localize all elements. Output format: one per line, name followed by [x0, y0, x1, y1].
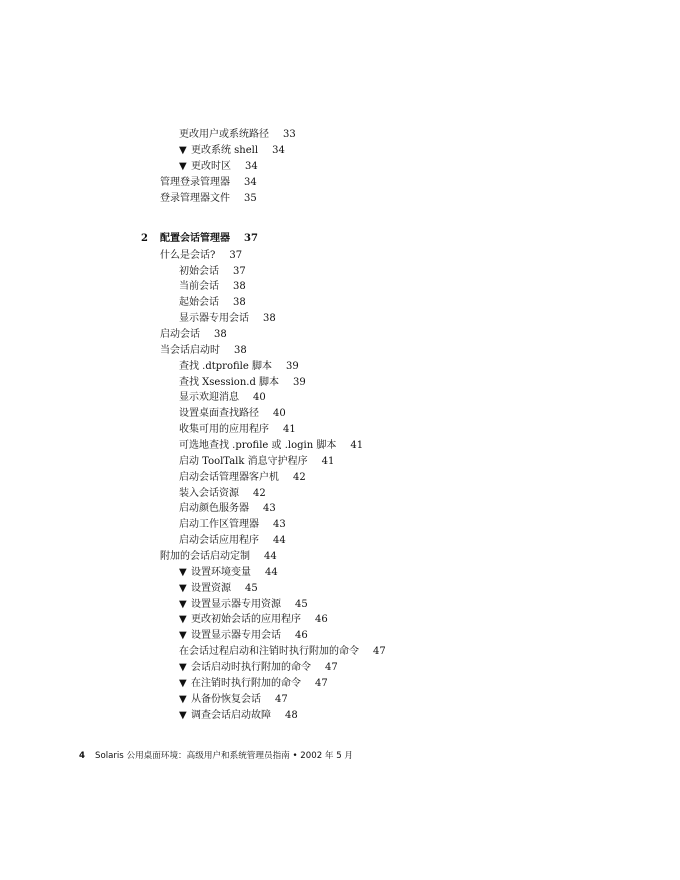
toc-entry: 显示欢迎消息 40: [179, 392, 266, 403]
toc-entry: ▼ 设置资源 45: [179, 583, 258, 594]
toc-entry: 初始会话 37: [179, 266, 246, 277]
triangle-bullet-icon: ▼: [179, 694, 187, 705]
triangle-bullet-icon: ▼: [179, 145, 187, 156]
toc-entry: 显示器专用会话 38: [179, 313, 276, 324]
toc-entry: ▼ 在注销时执行附加的命令 47: [179, 678, 328, 689]
toc-entry: 装入会话资源 42: [179, 488, 266, 499]
toc-entry: ▼ 设置显示器专用资源 45: [179, 599, 308, 610]
toc-entry: ▼ 更改系统 shell 34: [179, 145, 285, 156]
toc-entry: ▼ 更改初始会话的应用程序 46: [179, 614, 328, 625]
toc-entry: 启动会话应用程序 44: [179, 535, 286, 546]
triangle-bullet-icon: ▼: [179, 161, 187, 172]
toc-entry: 收集可用的应用程序 41: [179, 424, 296, 435]
toc-entry: 启动工作区管理器 43: [179, 519, 286, 530]
toc-entry: 附加的会话启动定制 44: [160, 551, 277, 562]
page-number: 4: [79, 751, 85, 761]
toc-entry: 启动颜色服务器 43: [179, 503, 276, 514]
toc-entry: 当会话启动时 38: [160, 345, 247, 356]
toc-entry: 管理登录管理器 34: [160, 177, 257, 188]
footer-text: Solaris 公用桌面环境：高级用户和系统管理员指南 • 2002 年 5 月: [94, 751, 354, 761]
page-footer: [79, 749, 353, 761]
triangle-bullet-icon: ▼: [179, 662, 187, 673]
toc-entry: ▼ 调查会话启动故障 48: [179, 710, 298, 721]
toc-entry: ▼ 更改时区 34: [179, 161, 258, 172]
toc-entry: 设置桌面查找路径 40: [179, 408, 286, 419]
triangle-bullet-icon: ▼: [179, 599, 187, 610]
toc-entry: ▼ 设置环境变量 44: [179, 567, 278, 578]
triangle-bullet-icon: ▼: [179, 567, 187, 578]
toc-entry: ▼ 设置显示器专用会话 46: [179, 630, 308, 641]
toc-entry: 启动会话 38: [160, 329, 227, 340]
toc-entry: 当前会话 38: [179, 281, 246, 292]
toc-entry: 登录管理器文件 35: [160, 193, 257, 204]
triangle-bullet-icon: ▼: [179, 583, 187, 594]
toc-entry: 启动会话管理器客户机 42: [179, 472, 306, 483]
toc-entry: 可选地查找 .profile 或 .login 脚本 41: [179, 440, 364, 451]
toc-entry: ▼ 从备份恢复会话 47: [179, 694, 288, 705]
toc-entry: 在会话过程启动和注销时执行附加的命令 47: [179, 646, 386, 657]
chapter-heading: 2 配置会话管理器 37: [141, 233, 258, 244]
toc-entry: 起始会话 38: [179, 297, 246, 308]
toc-entry: ▼ 会话启动时执行附加的命令 47: [179, 662, 338, 673]
toc-entry: 查找 Xsession.d 脚本 39: [179, 377, 306, 388]
triangle-bullet-icon: ▼: [179, 614, 187, 625]
triangle-bullet-icon: ▼: [179, 678, 187, 689]
toc-entry: 更改用户或系统路径 33: [179, 129, 296, 140]
triangle-bullet-icon: ▼: [179, 630, 187, 641]
toc-entry: 什么是会话? 37: [160, 250, 243, 261]
toc-entry: 启动 ToolTalk 消息守护程序 41: [179, 456, 335, 467]
toc-entry: 查找 .dtprofile 脚本 39: [179, 361, 299, 372]
triangle-bullet-icon: ▼: [179, 710, 187, 721]
